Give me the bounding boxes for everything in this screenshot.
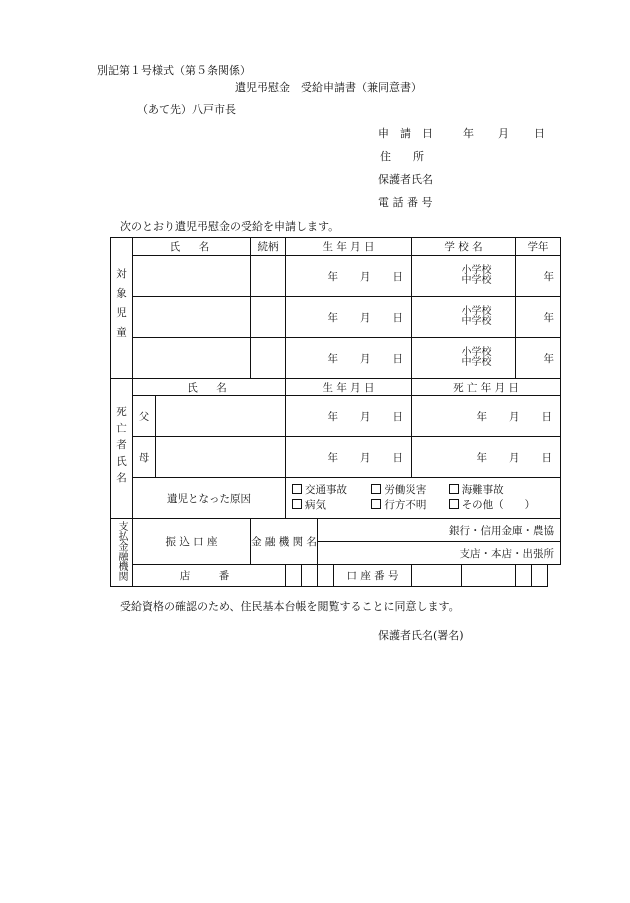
account-digit[interactable]	[412, 565, 462, 587]
children-section-label: 対象児童	[111, 238, 133, 379]
account-number-label: 口 座 番 号	[334, 565, 412, 587]
date-year: 年	[463, 127, 474, 140]
date-month: 月	[498, 127, 509, 140]
father-death-field[interactable]: 年 月 日	[412, 396, 561, 437]
child-grade-field[interactable]: 年	[516, 338, 561, 379]
child-row	[111, 338, 561, 379]
children-col-birth: 生 年 月 日	[286, 238, 412, 256]
child-row	[111, 256, 561, 297]
addressee: （あて先）八戸市長	[137, 103, 236, 116]
date-day: 日	[534, 127, 545, 140]
account-digit[interactable]	[516, 565, 532, 587]
school-type: 小学校 中学校	[462, 256, 516, 297]
child-school-field[interactable]	[412, 338, 462, 379]
child-grade-field[interactable]: 年	[516, 297, 561, 338]
deceased-section-label: 死亡者氏名	[111, 379, 133, 519]
application-date-label: 申 請 日	[378, 127, 433, 140]
bank-name-field[interactable]: 銀行・信用金庫・農協	[318, 519, 561, 542]
father-name-field[interactable]	[156, 396, 286, 437]
branch-name-field[interactable]: 支店・本店・出張所	[318, 542, 561, 565]
signature-label: 保護者氏名(署名)	[378, 629, 464, 642]
consent-text: 受給資格の確認のため、住民基本台帳を閲覧することに同意します。	[120, 600, 460, 613]
checkbox-icon[interactable]	[292, 484, 302, 494]
cause-options	[286, 478, 561, 519]
transfer-account-label: 振 込 口 座	[133, 519, 251, 565]
father-row	[111, 396, 561, 437]
child-birth-field[interactable]: 年 月 日	[286, 338, 412, 379]
school-type: 小学校 中学校	[462, 297, 516, 338]
child-grade-field[interactable]: 年	[516, 256, 561, 297]
cause-option[interactable]: 交通事故	[292, 483, 368, 498]
cause-row	[111, 478, 561, 519]
cause-label: 遺児となった原因	[133, 478, 286, 519]
bank-section-label: 支払金融機関	[111, 519, 133, 587]
checkbox-icon[interactable]	[371, 484, 381, 494]
deceased-col-birth: 生 年 月 日	[286, 379, 412, 396]
checkbox-icon[interactable]	[449, 484, 459, 494]
child-school-field[interactable]	[412, 297, 462, 338]
mother-label: 母	[133, 437, 156, 478]
cause-option[interactable]: 行方不明	[371, 498, 445, 513]
mother-row	[111, 437, 561, 478]
form-number: 別記第１号様式（第５条関係）	[97, 64, 251, 77]
form-title: 遺児弔慰金 受給申請書（兼同意書）	[235, 81, 422, 94]
mother-death-field[interactable]: 年 月 日	[412, 437, 561, 478]
school-type: 小学校 中学校	[462, 338, 516, 379]
checkbox-icon[interactable]	[292, 499, 302, 509]
cause-option[interactable]: 病気	[292, 498, 368, 513]
children-col-name: 氏 名	[133, 238, 251, 256]
guardian-name-label: 保護者氏名	[378, 173, 433, 186]
phone-label: 電 話 番 号	[378, 196, 433, 209]
deceased-col-name: 氏 名	[133, 379, 286, 396]
checkbox-icon[interactable]	[371, 499, 381, 509]
father-label: 父	[133, 396, 156, 437]
child-relation-field[interactable]	[251, 297, 286, 338]
child-row	[111, 297, 561, 338]
child-name-field[interactable]	[133, 256, 251, 297]
application-table	[110, 237, 561, 587]
deceased-col-death: 死 亡 年 月 日	[412, 379, 561, 396]
mother-birth-field[interactable]: 年 月 日	[286, 437, 412, 478]
intro-text: 次のとおり遺児弔慰金の受給を申請します。	[120, 220, 340, 233]
child-name-field[interactable]	[133, 297, 251, 338]
cause-option[interactable]: 労働災害	[371, 483, 445, 498]
child-name-field[interactable]	[133, 338, 251, 379]
institution-label: 金 融 機 関 名	[251, 519, 318, 565]
branch-number-label: 店 番	[133, 565, 286, 587]
account-digit[interactable]	[532, 565, 548, 587]
cause-option[interactable]: その他（ ）	[449, 498, 536, 513]
checkbox-icon[interactable]	[449, 499, 459, 509]
child-birth-field[interactable]: 年 月 日	[286, 297, 412, 338]
account-digit[interactable]	[462, 565, 516, 587]
branch-digit[interactable]	[302, 565, 318, 587]
cause-option[interactable]: 海難事故	[449, 483, 504, 498]
branch-digit[interactable]	[286, 565, 302, 587]
children-col-grade: 学年	[516, 238, 561, 256]
father-birth-field[interactable]: 年 月 日	[286, 396, 412, 437]
children-col-school: 学 校 名	[412, 238, 516, 256]
children-col-relation: 続柄	[251, 238, 286, 256]
child-school-field[interactable]	[412, 256, 462, 297]
address-label: 住 所	[380, 150, 424, 163]
mother-name-field[interactable]	[156, 437, 286, 478]
child-relation-field[interactable]	[251, 338, 286, 379]
branch-digit[interactable]	[318, 565, 334, 587]
child-birth-field[interactable]: 年 月 日	[286, 256, 412, 297]
child-relation-field[interactable]	[251, 256, 286, 297]
